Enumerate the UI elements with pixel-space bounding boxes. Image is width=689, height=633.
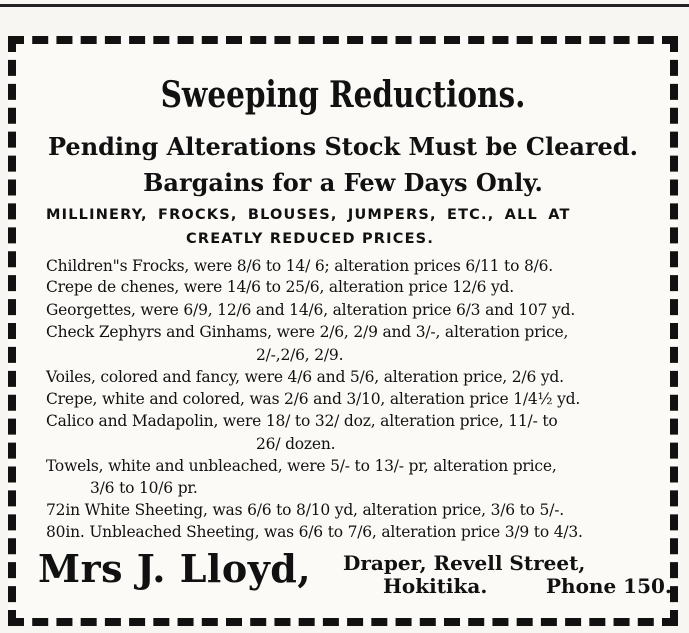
address-town: Hokitika. xyxy=(383,574,488,598)
item-crepe: Crepe, white and colored, was 2/6 and 3/10, alteration price 1/4½ yd. xyxy=(46,390,581,408)
phone-number: Phone 150. xyxy=(546,574,672,598)
item-check-zephyrs: Check Zephyrs and Ginhams, were 2/6, 2/9 and 3/-, alteration price, xyxy=(46,323,569,341)
address-street: Draper, Revell Street, xyxy=(343,551,586,575)
item-towels: Towels, white and unbleached, were 5/- to 13/- pr, alteration price, xyxy=(46,457,557,475)
signature-name: Mrs J. Lloyd, xyxy=(38,546,312,591)
item-calico-continued: 26/ dozen. xyxy=(256,435,336,453)
item-white-sheeting: 72in White Sheeting, was 6/6 to 8/10 yd, alteration price, 3/6 to 5/-. xyxy=(46,501,564,519)
item-georgettes: Georgettes, were 6/9, 12/6 and 14/6, alteration price 6/3 and 107 yd. xyxy=(46,301,576,319)
item-crepe-de-chenes: Crepe de chenes, were 14/6 to 25/6, alteration price 12/6 yd. xyxy=(46,278,515,296)
item-voiles: Voiles, colored and fancy, were 4/6 and 5/6, alteration price, 2/6 yd. xyxy=(46,368,564,386)
subheading-bargains: Bargains for a Few Days Only. xyxy=(143,168,543,197)
subheading-stock-cleared: Pending Alterations Stock Must be Cleared. xyxy=(48,132,638,161)
item-unbleached-sheeting: 80in. Unbleached Sheeting, was 6/6 to 7/6, alteration price 3/9 to 4/3. xyxy=(46,523,583,541)
item-check-zephyrs-continued: 2/-,2/6, 2/9. xyxy=(256,346,344,364)
top-rule xyxy=(0,4,689,7)
item-childrens-frocks: Children"s Frocks, were 8/6 to 14/ 6; alteration prices 6/11 to 8/6. xyxy=(46,257,554,275)
caps-line-merchandise: MILLINERY, FROCKS, BLOUSES, JUMPERS, ETC., ALL AT xyxy=(46,207,571,223)
headline: Sweeping Reductions. xyxy=(160,74,526,116)
item-calico-madapolin: Calico and Madapolin, were 18/ to 32/ doz, alteration price, 11/- to xyxy=(46,412,558,430)
item-towels-continued: 3/6 to 10/6 pr. xyxy=(90,479,198,497)
caps-line-reduced-prices: CREATLY REDUCED PRICES. xyxy=(186,231,435,247)
advertisement-frame xyxy=(8,36,678,626)
